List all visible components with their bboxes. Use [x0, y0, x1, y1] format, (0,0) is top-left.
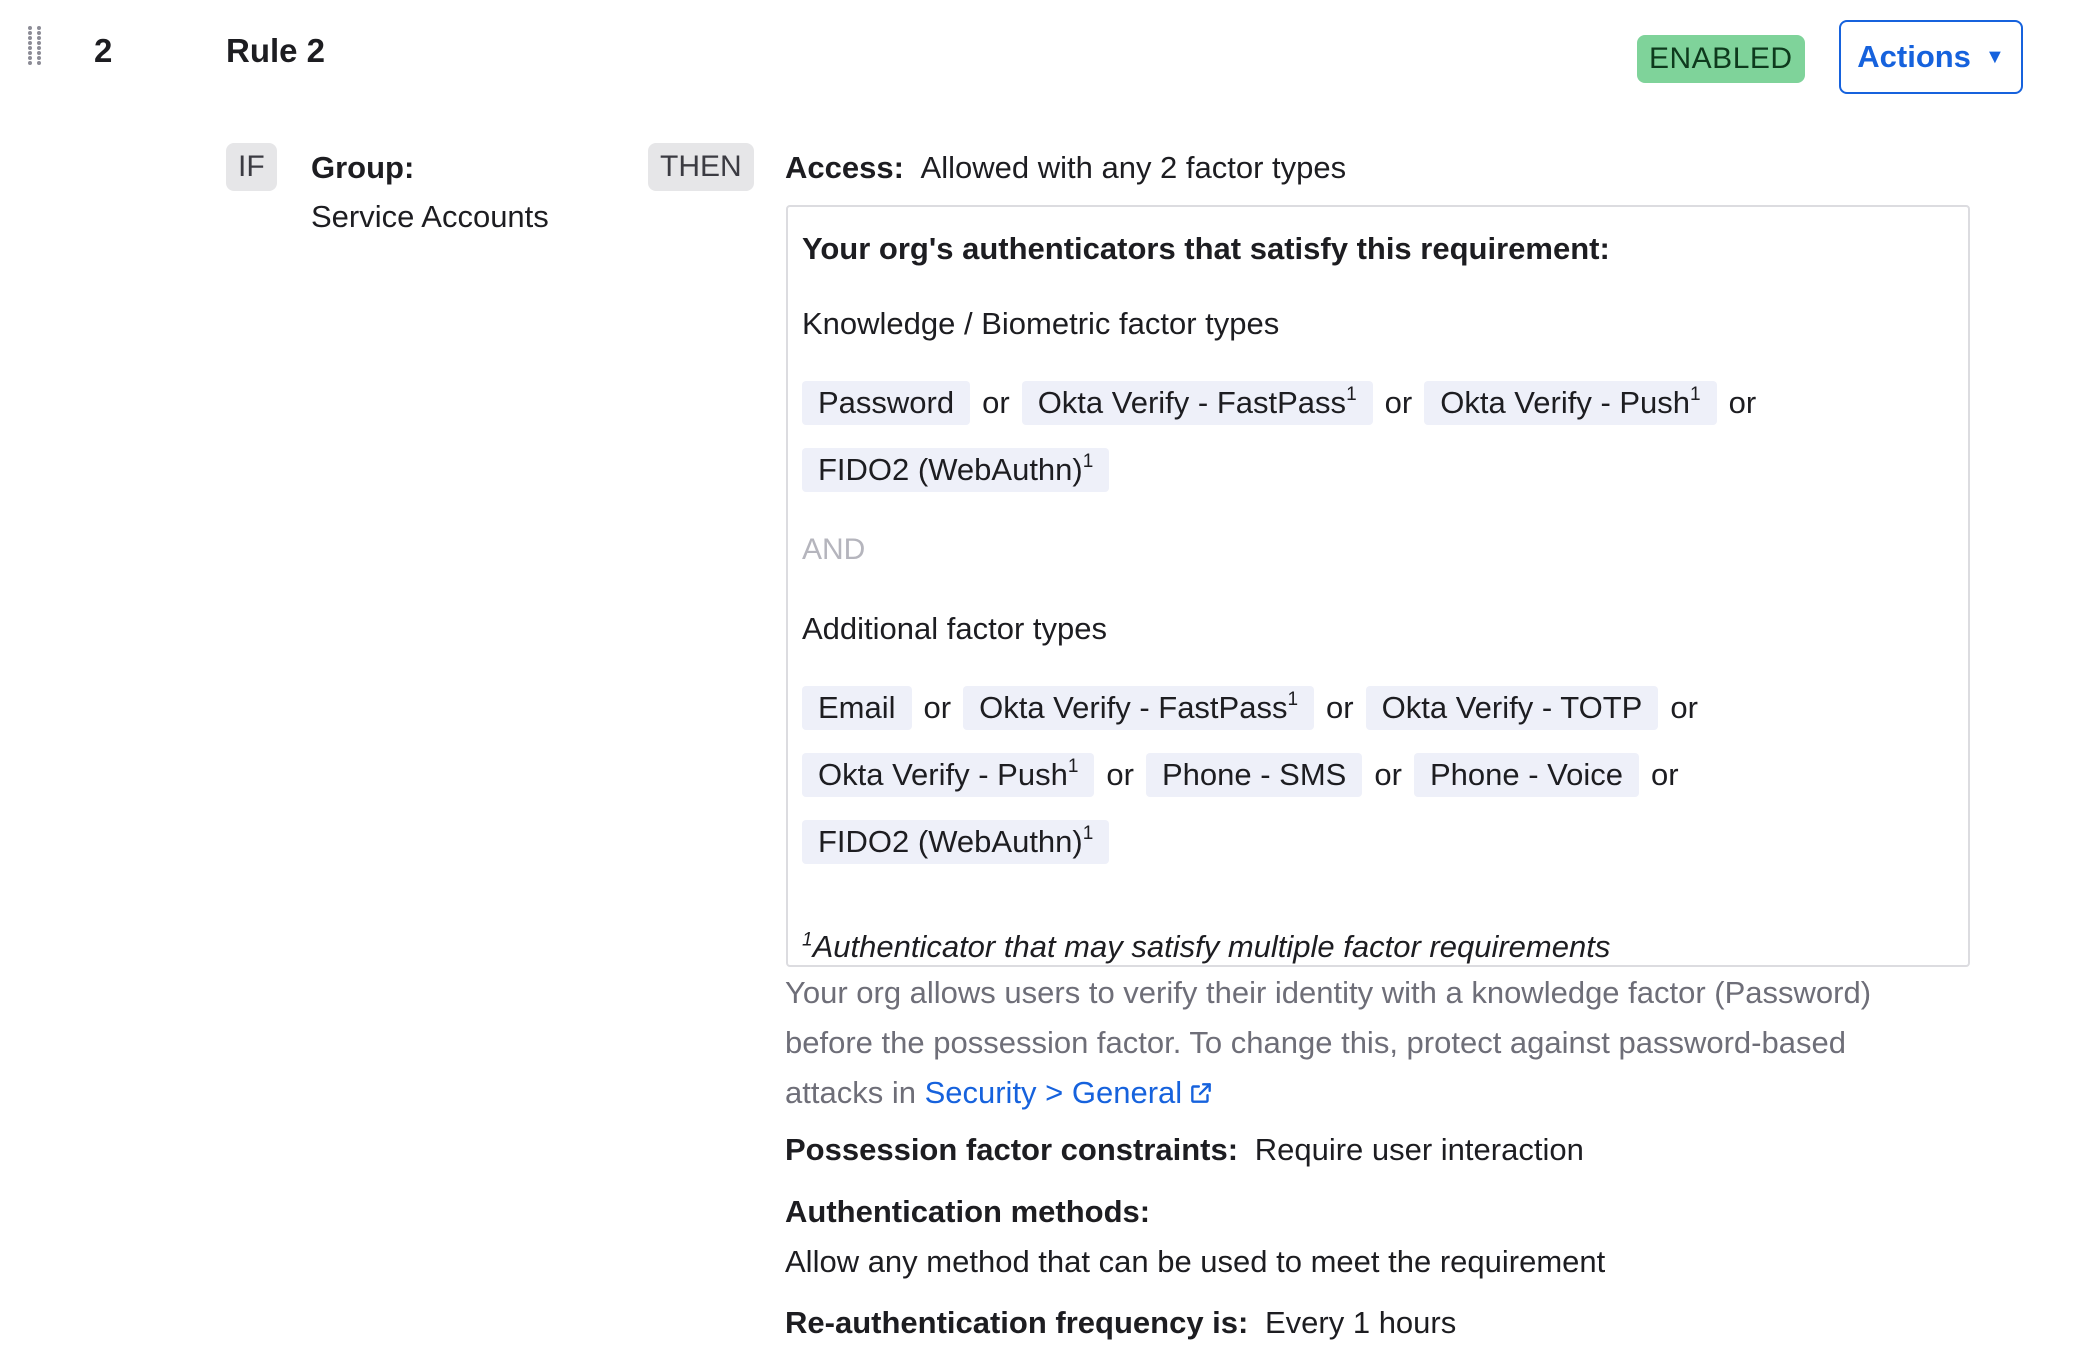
authenticators-box-title: Your org's authenticators that satisfy this requirement: — [802, 231, 1610, 266]
access-value: Allowed with any 2 factor types — [920, 150, 1347, 185]
or-separator: or — [923, 690, 952, 725]
possession-constraints-label: Possession factor constraints: — [785, 1132, 1239, 1167]
factor-chip — [802, 381, 970, 425]
drag-handle-icon[interactable] — [28, 26, 44, 72]
or-separator: or — [1670, 690, 1698, 725]
authenticators-box — [786, 205, 1970, 967]
factor-chip — [802, 820, 1109, 864]
factor-chip-label: Okta Verify - Push — [1440, 385, 1691, 420]
factor-chip-label: Phone - SMS — [1161, 757, 1347, 792]
footnote-superscript: 1 — [1346, 383, 1357, 405]
or-separator: or — [982, 385, 1010, 420]
caret-down-icon: ▼ — [1984, 45, 2005, 68]
footnote-superscript: 1 — [1287, 688, 1299, 710]
factor-chip — [802, 753, 1094, 797]
rule-name: Rule 2 — [226, 32, 326, 69]
or-separator: or — [1374, 757, 1402, 792]
additional-section-label: Additional factor types — [802, 611, 1108, 646]
info-line-3 — [785, 1068, 1975, 1118]
security-general-link[interactable] — [925, 1075, 1215, 1110]
auth-methods-value: Allow any method that can be used to meet the requirement — [785, 1244, 1606, 1279]
reauth-frequency-field — [785, 1305, 1456, 1341]
then-pill: THEN — [648, 143, 754, 191]
additional-factors-row-2 — [802, 753, 1691, 797]
factor-chip — [1146, 753, 1362, 797]
knowledge-factors-row-2 — [802, 448, 1109, 492]
factor-chip — [802, 448, 1109, 492]
access-line — [785, 150, 1346, 186]
knowledge-factors-row-1 — [802, 381, 1768, 425]
footnote-mark: 1 — [802, 929, 813, 951]
factor-chip-label: Phone - Voice — [1429, 757, 1623, 792]
and-separator: AND — [802, 533, 866, 566]
footnote-superscript: 1 — [1082, 450, 1094, 472]
additional-factors-row-1 — [802, 686, 1710, 730]
factor-chip-label: FIDO2 (WebAuthn) — [818, 824, 1083, 859]
group-value: Service Accounts — [311, 199, 549, 234]
footnote-superscript: 1 — [1690, 383, 1701, 405]
info-line-1: Your org allows users to verify their identity with a knowledge factor (Password) — [785, 975, 1872, 1010]
or-separator: or — [1106, 757, 1134, 792]
additional-factors-row-3 — [802, 820, 1109, 864]
rule-number: 2 — [94, 32, 113, 69]
actions-button[interactable] — [1839, 20, 2023, 94]
reauth-frequency-value: Every 1 hours — [1264, 1305, 1457, 1340]
or-separator: or — [1326, 690, 1354, 725]
possession-constraints-value: Require user interaction — [1254, 1132, 1584, 1167]
footnote — [802, 929, 1610, 965]
reauth-frequency-label: Re-authentication frequency is: — [785, 1305, 1249, 1340]
info-line-2: before the possession factor. To change this, protect against password-based — [785, 1025, 1846, 1060]
footnote-superscript: 1 — [1067, 755, 1079, 777]
auth-methods-label: Authentication methods: — [785, 1194, 1151, 1229]
factor-chip-label: FIDO2 (WebAuthn) — [818, 452, 1083, 487]
or-separator: or — [1650, 757, 1679, 792]
factor-chip — [1366, 686, 1659, 730]
access-label: Access: — [785, 150, 904, 185]
factor-chip-label: Okta Verify - FastPass — [979, 690, 1288, 725]
factor-chip — [963, 686, 1314, 730]
if-pill: IF — [226, 143, 277, 191]
factor-chip — [1022, 381, 1373, 425]
security-general-link-text: Security > General — [924, 1075, 1183, 1110]
external-link-icon — [1188, 1080, 1214, 1106]
factor-chip-label: Password — [818, 385, 955, 420]
factor-chip — [1424, 381, 1716, 425]
group-label: Group: — [311, 150, 415, 185]
footnote-text: Authenticator that may satisfy multiple factor requirements — [812, 929, 1611, 964]
factor-chip — [1414, 753, 1639, 797]
factor-chip — [802, 686, 912, 730]
actions-button-label: Actions — [1857, 39, 1971, 74]
factor-chip-label: Okta Verify - FastPass — [1037, 385, 1347, 420]
factor-chip-label: Okta Verify - Push — [818, 757, 1068, 792]
footnote-superscript: 1 — [1082, 822, 1094, 844]
or-separator: or — [1384, 385, 1413, 420]
possession-constraints-field — [785, 1132, 1584, 1168]
info-paragraph — [785, 968, 1975, 1118]
info-line-3-prefix: attacks in — [785, 1075, 916, 1110]
status-badge: ENABLED — [1637, 35, 1805, 83]
or-separator: or — [1728, 385, 1757, 420]
factor-chip-label: Okta Verify - TOTP — [1381, 690, 1643, 725]
factor-chip-label: Email — [818, 690, 896, 725]
knowledge-section-label: Knowledge / Biometric factor types — [802, 306, 1280, 341]
